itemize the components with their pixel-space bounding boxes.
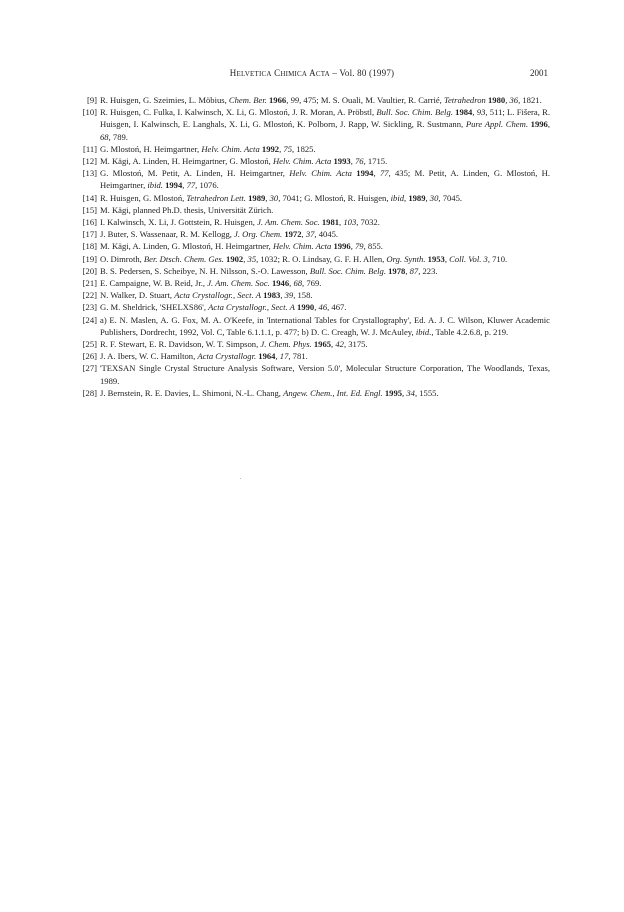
reference-segment: , 435; M. Petit, A. Linden, G. Mlostoń, H. Heimgartner, — [100, 168, 550, 191]
reference-italic: 36 — [509, 95, 519, 105]
reference-segment: , 781. — [288, 351, 308, 362]
reference-italic: Tetrahedron — [443, 95, 486, 105]
reference-number: [20] — [82, 265, 97, 276]
reference-year: 1964 — [256, 351, 276, 362]
reference-italic: Org. Synth. — [386, 253, 426, 264]
page-number: 2001 — [530, 68, 548, 78]
reference-segment: , 769. — [302, 278, 322, 289]
reference-italic: Coll. Vol. 3 — [449, 253, 488, 264]
reference-segment: , — [314, 302, 319, 313]
reference-segment: J. Buter, S. Wassenaar, R. M. Kellogg, — [100, 229, 235, 240]
reference-number: [15] — [82, 204, 97, 215]
reference-italic: J. Org. Chem. — [234, 229, 283, 240]
reference-number: [17] — [82, 229, 97, 240]
journal-letter: A — [307, 68, 316, 78]
reference-text — [100, 192, 550, 204]
reference-number: [16] — [82, 217, 97, 228]
reference-italic: Chem. Ber. — [228, 95, 267, 105]
reference-year: 1984 — [452, 107, 473, 118]
reference-list — [76, 94, 550, 399]
reference-segment: J. Bernstein, R. E. Davies, L. Shimoni, N.-L. Chang, — [100, 387, 284, 398]
reference-segment: , — [331, 339, 336, 350]
reference-segment: J. A. Ibers, W. C. Hamilton, — [100, 351, 198, 362]
reference-segment: , — [275, 351, 280, 362]
reference-text — [100, 387, 550, 399]
reference-segment: , — [547, 119, 550, 130]
reference-segment: , — [505, 95, 510, 105]
reference-text — [100, 362, 550, 386]
reference-italic: Acta Crystallogr., Sect. A — [174, 290, 261, 301]
reference-item — [76, 228, 550, 240]
reference-italic: Ber. Dtsch. Chem. Ges. — [143, 253, 224, 264]
reference-italic: Tetrahedron Lett. — [186, 192, 246, 203]
reference-year: 1990 — [294, 302, 315, 313]
reference-italic: ibid. — [147, 180, 163, 191]
reference-segment: , — [339, 217, 344, 228]
reference-item — [76, 240, 550, 252]
reference-year: 1996 — [527, 119, 548, 130]
reference-segment: , 1715. — [363, 156, 388, 167]
reference-segment: , 475; M. S. Ouali, M. Vaultier, R. Carrié, — [299, 95, 444, 105]
reference-number: [19] — [82, 253, 97, 264]
reference-italic: 30 — [429, 192, 439, 203]
reference-segment: , 789. — [108, 131, 128, 142]
reference-italic: 68 — [100, 131, 109, 142]
journal-smallcaps: ELVETICA — [236, 70, 272, 78]
reference-text — [100, 204, 550, 216]
reference-item — [76, 277, 550, 289]
reference-segment: I. Kalwinsch, X. Li, J. Gottstein, R. Huisgen, — [100, 217, 258, 228]
reference-year: 1978 — [385, 265, 406, 276]
reference-item — [76, 350, 550, 362]
reference-italic: ibid — [390, 192, 405, 203]
reference-italic: 37 — [305, 229, 315, 240]
reference-italic: Acta Crystallogr., Sect. A — [208, 302, 295, 313]
reference-italic: 76 — [355, 156, 364, 167]
reference-text — [100, 314, 550, 338]
reference-number: [10] — [82, 107, 97, 118]
reference-italic: 93 — [476, 107, 486, 118]
reference-text — [100, 301, 550, 313]
reference-segment: , 710. — [487, 253, 508, 264]
reference-italic: 99 — [290, 95, 300, 105]
reference-item — [76, 167, 550, 191]
reference-item — [76, 362, 550, 386]
reference-text — [100, 338, 550, 350]
reference-italic: Bull. Soc. Chim. Belg. — [309, 265, 386, 276]
reference-italic: 39 — [284, 290, 294, 301]
reference-segment: , 158. — [293, 290, 313, 301]
reference-item — [76, 265, 550, 277]
reference-text — [100, 143, 550, 155]
reference-number: [25] — [82, 339, 97, 350]
reference-number: [9] — [86, 95, 97, 105]
reference-year: 1989 — [408, 192, 426, 203]
journal-smallcaps: HIMICA — [280, 70, 308, 78]
reference-italic: 42 — [335, 339, 344, 350]
reference-text — [100, 155, 550, 167]
reference-segment: E. Campaigne, W. B. Reid, Jr., — [100, 278, 208, 289]
reference-text — [100, 253, 550, 265]
reference-segment: , — [280, 290, 285, 301]
reference-italic: Helv. Chim. Acta — [272, 156, 332, 167]
reference-item — [76, 387, 550, 399]
reference-segment: , Table 4.2.6.8, p. 219. — [431, 326, 509, 337]
reference-segment: O. Dimroth, — [100, 253, 144, 264]
reference-segment: , — [402, 387, 407, 398]
reference-year: 1994 — [162, 180, 183, 191]
reference-number: [24] — [82, 314, 97, 325]
reference-segment: , 1825. — [291, 143, 316, 154]
reference-year: 1953 — [425, 253, 445, 264]
reference-segment: , — [350, 241, 355, 252]
reference-segment: 'TEXSAN Single Crystal Structure Analysis Software, Version 5.0', Molecular Structure Corporation, The Woodlands, Texas, 1989. — [100, 363, 550, 386]
reference-italic: 17 — [279, 351, 289, 362]
running-header — [76, 68, 548, 82]
reference-italic: 103 — [343, 217, 357, 228]
reference-year: 1980 — [485, 95, 506, 105]
reference-year: 1996 — [331, 241, 351, 252]
reference-year: 1981 — [319, 217, 340, 228]
reference-item — [76, 106, 550, 143]
reference-year: 1995 — [382, 387, 403, 398]
reference-italic: 75 — [283, 143, 292, 154]
reference-segment: , — [373, 168, 380, 179]
reference-italic: ibid. — [415, 326, 432, 337]
reference-italic: J. Am. Chem. Soc. — [207, 278, 270, 289]
reference-italic: 34 — [406, 387, 415, 398]
reference-text — [100, 350, 550, 362]
reference-segment: R. F. Stewart, E. R. Davidson, W. T. Simpson, — [100, 339, 261, 350]
reference-number: [12] — [82, 156, 97, 167]
reference-italic: J. Am. Chem. Soc. — [257, 217, 320, 228]
reference-segment: , 7032. — [356, 217, 380, 228]
reference-segment: , — [301, 229, 306, 240]
reference-text — [100, 228, 550, 240]
reference-segment: G. Mlostoń, H. Heimgartner, — [100, 143, 202, 154]
reference-text — [100, 289, 550, 301]
reference-segment: , — [243, 253, 248, 264]
reference-italic: J. Chem. Phys. — [260, 339, 312, 350]
reference-item — [76, 253, 550, 265]
journal-letter: C — [271, 68, 281, 78]
reference-item — [76, 289, 550, 301]
reference-segment: R. Huisgen, G. Mlostoń, — [100, 192, 187, 203]
reference-item — [76, 155, 550, 167]
reference-italic: 46 — [318, 302, 328, 313]
reference-segment: , — [425, 192, 430, 203]
reference-italic: 30 — [269, 192, 279, 203]
reference-segment: M. Kägi, A. Linden, G. Mlostoń, H. Heimgartner, — [100, 241, 273, 252]
reference-italic: Angew. Chem., Int. Ed. Engl. — [283, 387, 383, 398]
reference-segment: N. Walker, D. Stuart, — [100, 290, 175, 301]
reference-segment: , 3175. — [343, 339, 368, 350]
journal-volume: – Vol. 80 (1997) — [329, 68, 395, 78]
reference-number: [11] — [83, 143, 97, 154]
reference-text — [100, 106, 550, 143]
reference-number: [26] — [82, 351, 97, 362]
reference-year: 1965 — [311, 339, 332, 350]
reference-italic: 79 — [355, 241, 364, 252]
reference-italic: Helv. Chim. Acta — [201, 143, 260, 154]
reference-italic: Pure Appl. Chem. — [465, 119, 528, 130]
reference-year: 1994 — [351, 168, 374, 179]
reference-year: 1989 — [245, 192, 266, 203]
reference-text — [100, 216, 550, 228]
reference-segment: M. Kägi, planned Ph.D. thesis, Universität Zürich. — [100, 204, 274, 215]
reference-number: [21] — [82, 278, 97, 289]
reference-item — [76, 301, 550, 313]
reference-segment: M. Kägi, A. Linden, H. Heimgartner, G. Mlostoń, — [100, 156, 273, 167]
reference-segment: R. Huisgen, C. Fulka, I. Kalwinsch, X. Li, G. Mlostoń, J. R. Moran, A. Pröbstl, — [100, 107, 377, 118]
reference-segment: , 855. — [363, 241, 383, 252]
reference-segment: , — [265, 192, 270, 203]
reference-text — [100, 94, 550, 106]
reference-italic: 87 — [409, 265, 419, 276]
reference-number: [23] — [82, 302, 97, 313]
reference-segment: R. Huisgen, G. Szeimies, L. Möbius, — [100, 95, 229, 105]
reference-italic: 77 — [379, 168, 389, 179]
reference-segment: , 7041; G. Mlostoń, R. Huisgen, — [278, 192, 391, 203]
reference-number: [27] — [82, 363, 97, 374]
reference-segment: , — [286, 95, 291, 105]
reference-italic: Acta Crystallogr. — [197, 351, 257, 362]
reference-year: 1972 — [282, 229, 302, 240]
reference-italic: 35 — [247, 253, 257, 264]
reference-italic: 77 — [186, 180, 196, 191]
reference-segment: , 1821. — [518, 95, 542, 105]
reference-number: [14] — [82, 192, 97, 203]
reference-segment: , — [289, 278, 294, 289]
reference-item — [76, 192, 550, 204]
reference-segment: , — [350, 156, 355, 167]
reference-italic: 68 — [293, 278, 303, 289]
reference-text — [100, 167, 550, 191]
reference-text — [100, 277, 550, 289]
reference-number: [28] — [82, 387, 97, 398]
journal-smallcaps: CTA — [315, 70, 330, 78]
reference-segment: , 467. — [327, 302, 347, 313]
reference-italic: Helv. Chim. Acta — [289, 168, 352, 179]
reference-text — [100, 240, 550, 252]
reference-segment: , — [444, 253, 450, 264]
reference-year: 1993 — [331, 156, 351, 167]
reference-segment: a) E. N. Maslen, A. G. Fox, M. A. O'Keefe, in 'International Tables for Crystallography', Ed. A. J. C. Wilson, Kluwer Academic Publishers, Dordrecht, 1992, Vol. C, Table 6.1.1.1, p. 477; b) D. C. Creagh, W. J. McAuley, — [100, 314, 550, 337]
reference-segment: , — [404, 192, 409, 203]
reference-segment: , — [472, 107, 477, 118]
journal-citation — [76, 68, 548, 78]
reference-segment: , 1555. — [414, 387, 439, 398]
reference-item — [76, 314, 550, 338]
scan-speck — [240, 478, 241, 479]
reference-year: 1992 — [259, 143, 280, 154]
reference-segment: , — [279, 143, 284, 154]
reference-text — [100, 265, 550, 277]
reference-number: [18] — [82, 241, 97, 252]
reference-segment: , 1076. — [195, 180, 219, 191]
reference-number: [13] — [82, 168, 97, 179]
journal-letter: H — [229, 68, 237, 78]
reference-item — [76, 338, 550, 350]
reference-segment: , — [405, 265, 410, 276]
reference-segment: , 1032; R. O. Lindsay, G. F. H. Allen, — [256, 253, 387, 264]
reference-segment: , 7045. — [438, 192, 463, 203]
reference-item — [76, 204, 550, 216]
reference-segment: , 4045. — [314, 229, 339, 240]
reference-item — [76, 94, 550, 106]
reference-italic: Bull. Soc. Chim. Belg. — [376, 107, 453, 118]
reference-segment: G. M. Sheldrick, 'SHELXS86', — [100, 302, 209, 313]
reference-item — [76, 216, 550, 228]
reference-segment: B. S. Pedersen, S. Scheibye, N. H. Nilsson, S.-O. Lawesson, — [100, 265, 310, 276]
reference-number: [22] — [82, 290, 97, 301]
reference-italic: Helv. Chim. Acta — [272, 241, 332, 252]
reference-item — [76, 143, 550, 155]
reference-year: 1946 — [269, 278, 290, 289]
reference-year: 1966 — [266, 95, 287, 105]
reference-segment: , 511; L. Fišera, R. Huisgen, I. Kalwinsch, E. Langhals, X. Li, G. Mlostoń, K. Polborn, J. Rapp, W. Sickling, R. Sustmann, — [100, 107, 550, 130]
reference-year: 1902 — [223, 253, 244, 264]
reference-segment: G. Mlostoń, M. Petit, A. Linden, H. Heimgartner, — [100, 168, 290, 179]
reference-year: 1983 — [260, 290, 281, 301]
reference-segment: , — [182, 180, 187, 191]
reference-segment: , 223. — [418, 265, 438, 276]
